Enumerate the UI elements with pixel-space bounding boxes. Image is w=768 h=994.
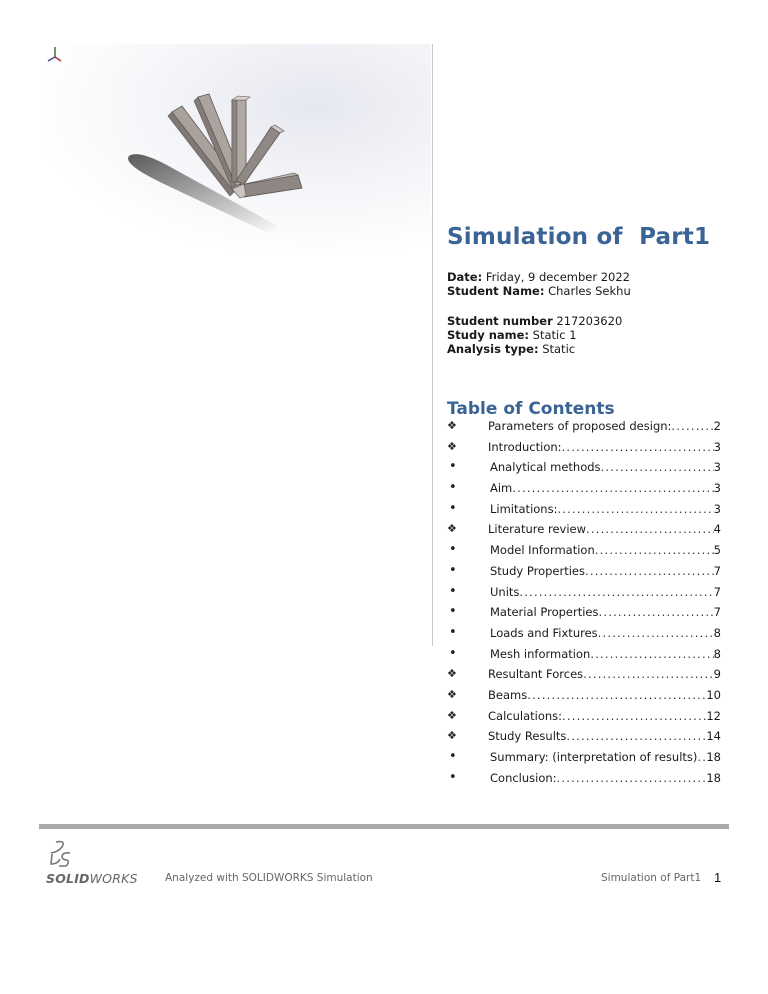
toc-item[interactable]: ❖ Parameters of proposed design: ..... 2 bbox=[447, 419, 721, 440]
date-label: Date: bbox=[447, 270, 483, 284]
toc-item[interactable]: • Analytical methods ..... 3 bbox=[447, 460, 721, 481]
toc-item[interactable]: ❖ Beams ..... 10 bbox=[447, 688, 721, 709]
analyzed-with-text: Analyzed with SOLIDWORKS Simulation bbox=[165, 872, 373, 884]
diamond-bullet-icon: ❖ bbox=[447, 687, 457, 701]
student-number-row bbox=[447, 314, 622, 328]
toc-item[interactable]: • Aim ..... 3 bbox=[447, 481, 721, 502]
toc-item[interactable]: ❖ Resultant Forces ..... 9 bbox=[447, 667, 721, 688]
dot-bullet-icon: • bbox=[449, 583, 457, 599]
diamond-bullet-icon: ❖ bbox=[447, 667, 457, 681]
study-name-label: Study name: bbox=[447, 328, 530, 342]
student-name-row bbox=[447, 284, 631, 298]
student-number-value: 217203620 bbox=[552, 314, 623, 328]
analysis-type-row bbox=[447, 342, 622, 356]
dot-bullet-icon: • bbox=[449, 480, 457, 496]
toc-item[interactable]: • Material Properties ..... 7 bbox=[447, 605, 721, 626]
footer-doc-title: Simulation of Part1 bbox=[601, 872, 702, 884]
dot-bullet-icon: • bbox=[449, 749, 457, 764]
dot-bullet-icon: • bbox=[449, 542, 457, 558]
dot-bullet-icon: • bbox=[449, 562, 457, 578]
student-name-label: Student Name: bbox=[447, 284, 545, 298]
toc-item[interactable]: • Conclusion: ..... 18 bbox=[447, 771, 721, 792]
report-meta-block-1 bbox=[447, 270, 631, 298]
toc-item[interactable]: ❖ Study Results ..... 14 bbox=[447, 729, 721, 750]
toc-item[interactable]: • Units ..... 7 bbox=[447, 585, 721, 606]
model-render-image bbox=[44, 44, 431, 250]
toc-item[interactable]: • Loads and Fixtures ..... 8 bbox=[447, 626, 721, 647]
dot-bullet-icon: • bbox=[449, 459, 457, 475]
toc-item[interactable]: ❖ Calculations: ..... 12 bbox=[447, 709, 721, 730]
toc-item[interactable]: • Limitations: ..... 3 bbox=[447, 502, 721, 523]
toc-item[interactable]: ❖ Literature review ..... 4 bbox=[447, 522, 721, 543]
date-row bbox=[447, 270, 631, 284]
page-title: Simulation of Part1 bbox=[447, 224, 711, 250]
solidworks-wordmark: SOLIDWORKS bbox=[46, 871, 138, 886]
diamond-bullet-icon: ❖ bbox=[447, 419, 457, 432]
date-value: Friday, 9 december 2022 bbox=[482, 270, 630, 284]
dot-bullet-icon: • bbox=[449, 500, 457, 516]
diamond-bullet-icon: ❖ bbox=[447, 522, 457, 536]
toc-item[interactable]: • Model Information ..... 5 bbox=[447, 543, 721, 564]
dot-bullet-icon: • bbox=[449, 769, 457, 785]
dot-bullet-icon: • bbox=[449, 645, 457, 661]
study-name-row bbox=[447, 328, 622, 342]
toc-item[interactable]: ❖ Introduction: ..... 3 bbox=[447, 440, 721, 461]
solidworks-logo bbox=[44, 840, 154, 888]
toc-heading: Table of Contents bbox=[447, 399, 615, 419]
beam-assembly-graphic bbox=[44, 44, 431, 250]
table-of-contents bbox=[447, 419, 721, 791]
toc-item[interactable]: • Study Properties ..... 7 bbox=[447, 564, 721, 585]
toc-item[interactable]: • Mesh information ..... 8 bbox=[447, 647, 721, 668]
diamond-bullet-icon: ❖ bbox=[447, 729, 457, 743]
ds-logo-icon bbox=[48, 840, 72, 868]
diamond-bullet-icon: ❖ bbox=[447, 439, 457, 453]
column-divider bbox=[432, 44, 433, 646]
analysis-type-label: Analysis type: bbox=[447, 342, 539, 356]
student-name-value: Charles Sekhu bbox=[544, 284, 631, 298]
report-meta-block-2 bbox=[447, 314, 622, 356]
diamond-bullet-icon: ❖ bbox=[447, 708, 457, 722]
student-number-label: Student number bbox=[447, 314, 553, 328]
dot-bullet-icon: • bbox=[449, 604, 457, 620]
footer-divider bbox=[39, 824, 729, 829]
dot-bullet-icon: • bbox=[449, 624, 457, 640]
page-number: 1 bbox=[714, 870, 722, 885]
analysis-type-value: Static bbox=[538, 342, 576, 356]
study-name-value: Static 1 bbox=[529, 328, 577, 342]
coordinate-triad-icon bbox=[44, 44, 66, 66]
toc-item[interactable]: • Summary: (interpretation of results) ..... 18 bbox=[447, 750, 721, 771]
